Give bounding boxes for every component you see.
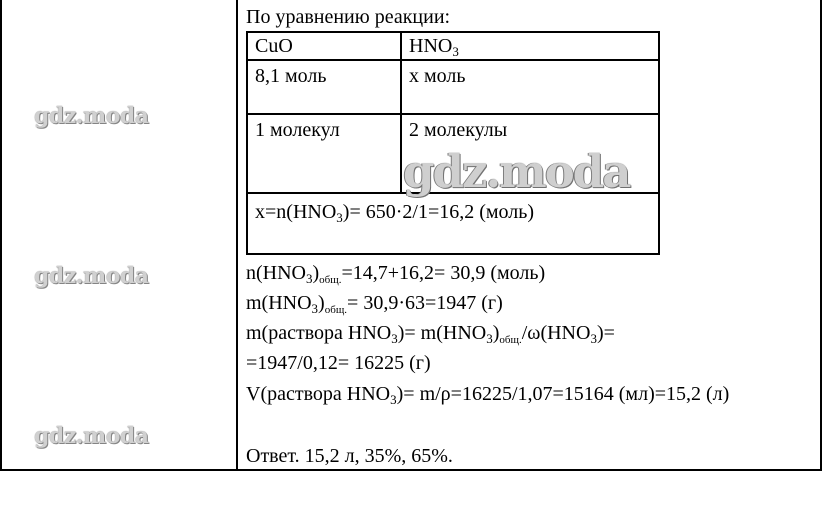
watermark-logo: gdz.moda	[34, 263, 149, 289]
column-divider	[236, 0, 238, 470]
table-cell-cuo-molecules: 1 молекул	[255, 119, 340, 141]
intro-text: По уравнению реакции:	[246, 6, 451, 28]
line-m-solution: m(раствора $HNO_3)= m(HNO_3)_{общ.}/\omega(HNO_3)=$	[246, 322, 615, 346]
watermark-logo-large: gdz.moda	[403, 145, 630, 198]
line-m-total: $m(HNO_3)_{общ.}= 30,9\cdot 63=1947$ (г)	[246, 292, 503, 316]
table-header-hno3: $HNO_3$	[409, 35, 459, 59]
table-calc-row: $x=n(HNO_3)= 650\cdot 2/1=16,2$ (моль)	[255, 201, 535, 225]
line-n-total: $n(HNO_3)_{общ.}=14,7+16,2= 30,9$ (моль)	[246, 262, 546, 286]
watermark-logo: gdz.moda	[34, 423, 149, 449]
line-v-solution: V(раствора $HNO_3)= m/\rho=16225/1,07=15164$ (мл)=15,2 (л)	[246, 383, 730, 407]
table-cell-hno3-moles: x моль	[409, 65, 466, 87]
watermark-logo: gdz.moda	[34, 103, 149, 129]
outer-right-border	[820, 0, 822, 470]
table-header-cuo: CuO	[255, 35, 293, 57]
outer-bottom-border	[0, 469, 822, 471]
table-cell-hno3-molecules: 2 молекулы	[409, 119, 508, 141]
table-cell-cuo-moles: 8,1 моль	[255, 65, 327, 87]
answer-line: Ответ. 15,2 л, 35%, 65%.	[246, 445, 453, 467]
outer-left-border	[0, 0, 2, 470]
line-m-solution-result: =1947/0,12= 16225 (г)	[246, 352, 431, 374]
reaction-table	[246, 31, 660, 254]
